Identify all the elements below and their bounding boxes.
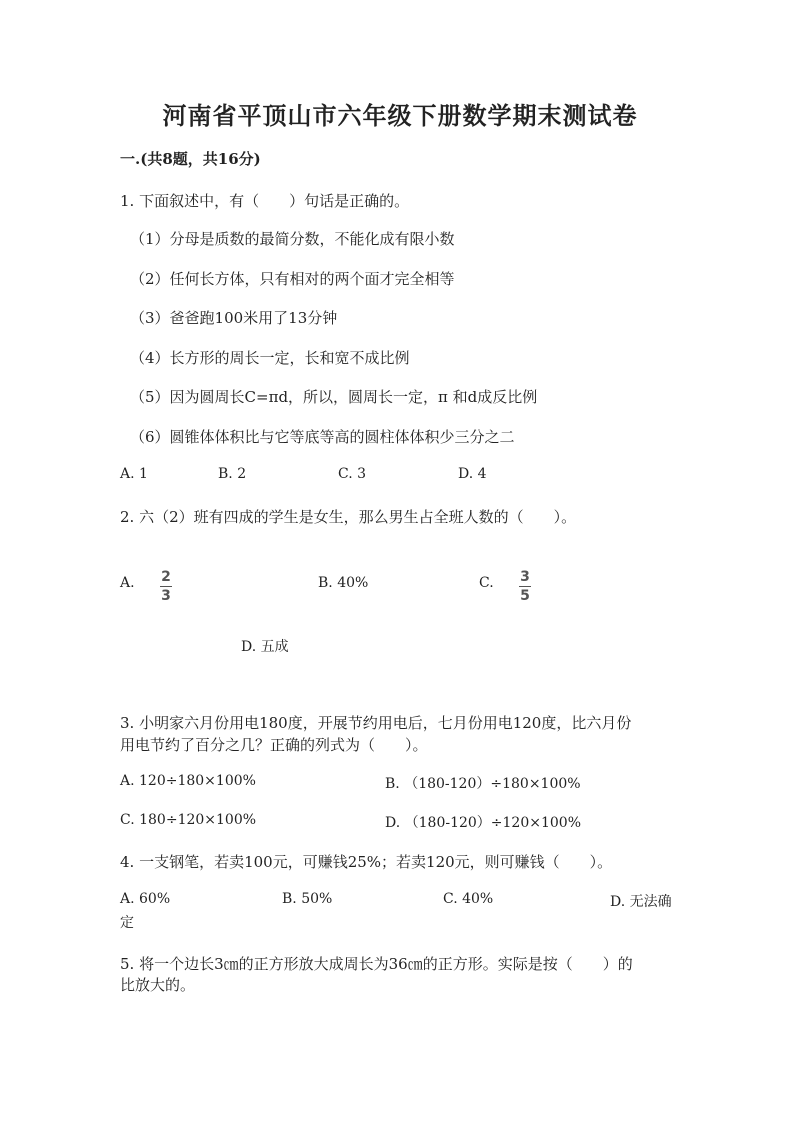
question-2-option-a-fraction [160,570,172,603]
question-3-option-b: B. （180-120）÷180×100% [385,776,581,792]
question-1-option-a: A. 1 [120,466,148,482]
page-title: 河南省平顶山市六年级下册数学期末测试卷 [162,101,638,130]
fraction-denominator: 3 [161,588,171,604]
question-4-option-a: A. 60% [120,891,171,907]
fraction-numerator: 2 [161,569,171,585]
question-2-option-c-fraction [519,570,531,603]
question-5-stem-line-2: 比放大的。 [120,976,196,994]
question-1-statement-4: （4）长方形的周长一定，长和宽不成比例 [130,349,410,367]
fraction-denominator: 5 [520,588,530,604]
question-4-option-c: C. 40% [443,891,494,907]
question-1-statement-6: （6）圆锥体体积比与它等底等高的圆柱体体积少三分之二 [130,428,515,446]
fraction-bar [519,586,531,587]
question-2-option-a-label: A. [120,575,135,591]
question-5-stem-line-1: 5. 将一个边长3㎝的正方形放大成周长为36㎝的正方形。实际是按（ ）的 [120,955,633,973]
question-2-option-b: B. 40% [318,575,369,591]
section-header: 一.(共8题，共16分) [120,150,261,168]
question-1-stem: 1. 下面叙述中，有（ ）句话是正确的。 [120,192,410,210]
question-1-statement-2: （2）任何长方体，只有相对的两个面才完全相等 [130,270,455,288]
question-1-statement-3: （3）爸爸跑100米用了13分钟 [130,309,338,327]
question-3-stem-line-1: 3. 小明家六月份用电180度，开展节约用电后，七月份用电120度，比六月份 [120,714,632,732]
question-1-option-c: C. 3 [338,466,367,482]
question-3-stem-line-2: 用电节约了百分之几？正确的列式为（ ）。 [120,736,428,754]
fraction-bar [160,586,172,587]
question-3-option-a: A. 120÷180×100% [120,773,256,789]
question-4-option-d: D. 无法确 [610,894,672,910]
question-1-option-d: D. 4 [458,466,487,482]
question-1-statement-1: （1）分母是质数的最简分数，不能化成有限小数 [130,230,455,248]
question-1-statement-5: （5）因为圆周长C=πd，所以，圆周长一定，π 和d成反比例 [130,388,538,406]
question-3-option-c: C. 180÷120×100% [120,812,257,828]
question-4-option-b: B. 50% [282,891,333,907]
question-2-stem: 2. 六（2）班有四成的学生是女生，那么男生占全班人数的（ ）。 [120,508,577,526]
question-3-option-d: D. （180-120）÷120×100% [385,815,582,831]
fraction-numerator: 3 [520,569,530,585]
question-4-stem: 4. 一支钢笔，若卖100元，可赚钱25%；若卖120元，则可赚钱（ ）。 [120,853,613,871]
question-2-option-c-label: C. [479,575,494,591]
question-4-option-d-wrap: 定 [120,915,134,931]
question-1-option-b: B. 2 [218,466,247,482]
question-2-option-d: D. 五成 [241,639,289,655]
